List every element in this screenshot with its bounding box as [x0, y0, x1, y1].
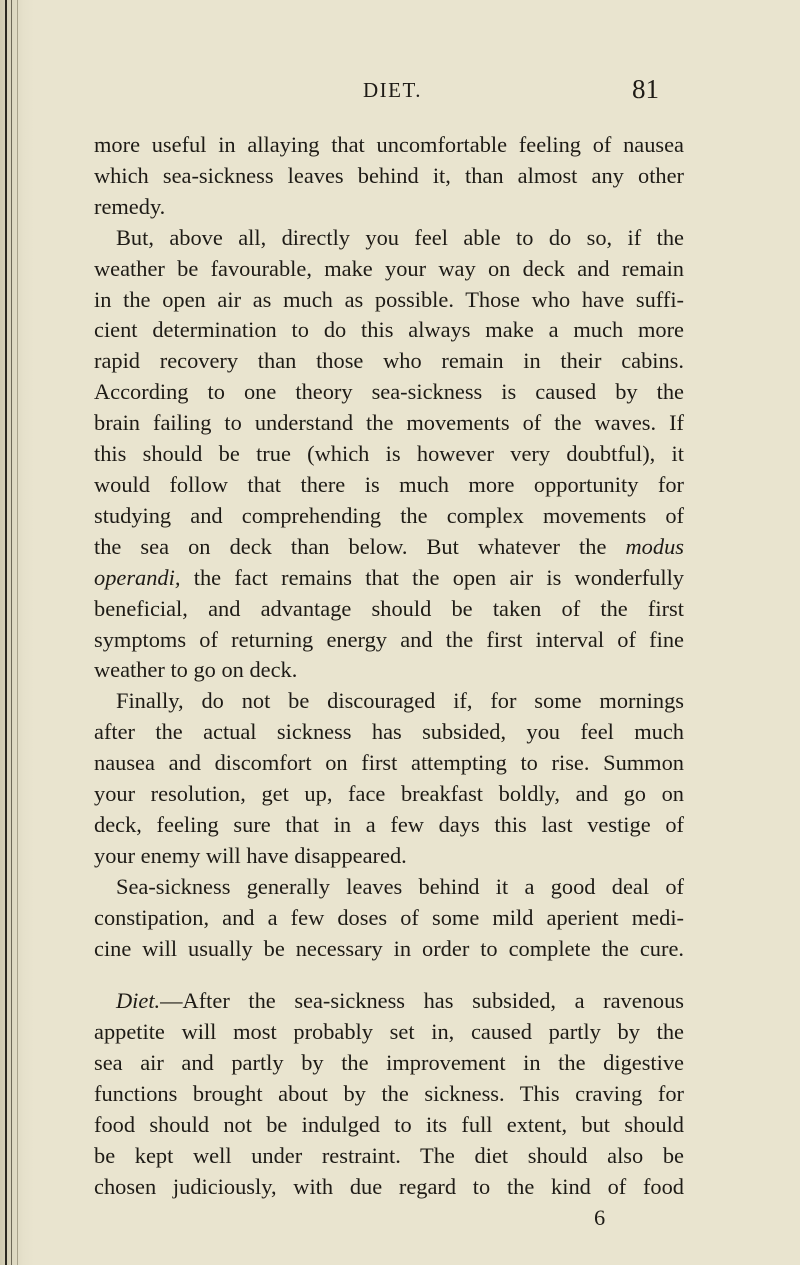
text-line: chosen judiciously, with due regard to the kind of food — [94, 1173, 684, 1199]
text-line: would follow that there is much more opportunity for — [94, 471, 684, 497]
spine-rule — [17, 0, 18, 1265]
text-line — [94, 986, 684, 1017]
text-line: But, above all, directly you feel able to do so, if the — [116, 224, 684, 250]
text-line: this should be true (which is however very doubtful), it — [94, 441, 684, 467]
text-line: more useful in allaying that uncomfortable feeling of nausea — [94, 132, 684, 157]
text-line: brain failing to understand the movements of the waves. If — [94, 410, 684, 436]
text-line: after the actual sickness has subsided, you feel much — [94, 719, 684, 745]
italic-phrase: modus — [625, 533, 684, 559]
book-spine-edge — [0, 0, 34, 1265]
text-line: cine will usually be necessary in order to complete the cure. — [94, 935, 684, 961]
text-line: beneficial, and advantage should be taken of the first — [94, 595, 684, 621]
text-segment: the sea on deck than below. But whatever the — [94, 533, 607, 559]
text-line: studying and comprehending the complex movements of — [94, 502, 684, 528]
text-line: nausea and discomfort on first attempting to rise. Summon — [94, 750, 684, 776]
text-line: sea air and partly by the improvement in the digestive — [94, 1050, 684, 1076]
page-body — [94, 130, 684, 1234]
text-segment: —After the sea-sickness has subsided, a ravenous — [160, 988, 684, 1014]
text-line: remedy. — [94, 193, 166, 219]
text-segment: the fact remains that the open air is wonderfully — [193, 564, 684, 590]
text-line: in the open air as much as possible. Those who have suffi- — [94, 286, 684, 312]
section-heading-diet: Diet. — [116, 988, 161, 1014]
paragraph-gap — [94, 964, 684, 986]
text-line: rapid recovery than those who remain in their cabins. — [94, 348, 684, 374]
text-line: functions brought about by the sickness. This craving for — [94, 1081, 684, 1107]
text-line: weather be favourable, make your way on deck and remain — [94, 255, 684, 281]
italic-phrase: operandi, — [94, 564, 181, 590]
text-line: your resolution, get up, face breakfast boldly, and go on — [94, 781, 684, 807]
text-line: be kept well under restraint. The diet should also be — [94, 1143, 684, 1168]
text-line: cient determination to do this always make a much more — [94, 317, 684, 343]
text-line: Sea-sickness generally leaves behind it a good deal of — [116, 873, 684, 899]
text-line: symptoms of returning energy and the first interval of fine — [94, 626, 684, 652]
page-header — [0, 74, 800, 108]
text-line: Finally, do not be discouraged if, for some mornings — [116, 688, 684, 714]
running-head: DIET. — [363, 78, 423, 102]
text-line: deck, feeling sure that in a few days this last vestige of — [94, 811, 684, 837]
text-line — [94, 532, 684, 563]
text-line — [94, 563, 684, 594]
signature-mark: 6 — [594, 1204, 606, 1230]
text-line: constipation, and a few doses of some mild aperient medi- — [94, 904, 684, 930]
text-line: appetite will most probably set in, caused partly by the — [94, 1019, 684, 1045]
text-line: which sea-sickness leaves behind it, than almost any other — [94, 162, 684, 188]
page-number: 81 — [632, 74, 659, 104]
spine-rule — [11, 0, 12, 1265]
text-line: your enemy will have disappeared. — [94, 842, 407, 868]
spine-rule — [5, 0, 7, 1265]
text-line: weather to go on deck. — [94, 657, 298, 683]
text-line: food should not be indulged to its full extent, but should — [94, 1112, 684, 1138]
text-line: According to one theory sea-sickness is caused by the — [94, 379, 684, 405]
